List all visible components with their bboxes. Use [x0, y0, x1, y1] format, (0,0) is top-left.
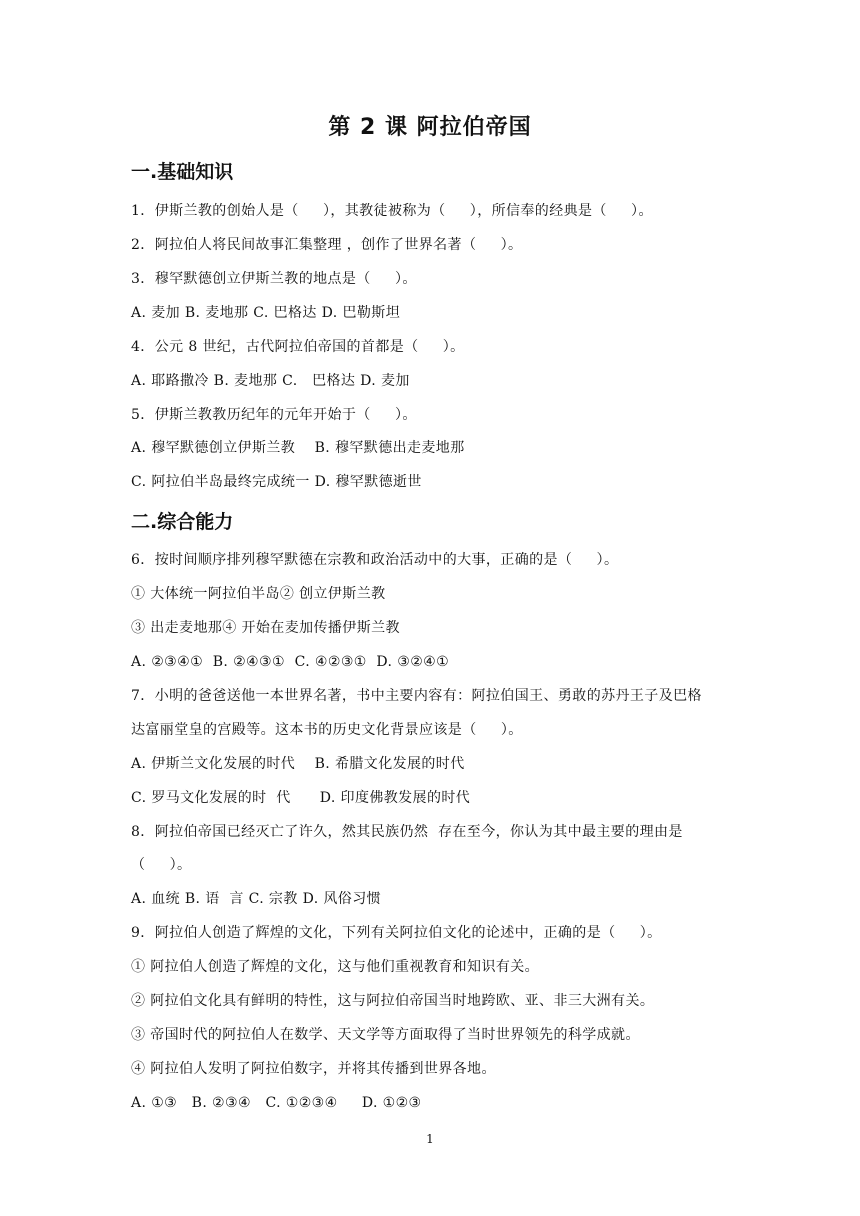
question-7-cont: 达富丽堂皇的宫殿等。这本书的历史文化背景应该是（ ）。 — [131, 722, 523, 738]
question-9-item-2: ② 阿拉伯文化具有鲜明的特性，这与阿拉伯帝国当时地跨欧、亚、非三大洲有关。 — [131, 993, 655, 1009]
question-2: 2．阿拉伯人将民间故事汇集整理 ，创作了世界名著（ ）。 — [131, 237, 523, 253]
question-9-options: A. ①③ B. ②③④ C. ①②③④ D. ①②③ — [131, 1095, 422, 1111]
question-7-options-ab: A. 伊斯兰文化发展的时代 B. 希腊文化发展的时代 — [131, 756, 465, 772]
question-6-items-a: ① 大体统一阿拉伯半岛② 创立伊斯兰教 — [131, 586, 386, 602]
question-5: 5．伊斯兰教教历纪年的元年开始于（ ）。 — [131, 407, 417, 423]
question-9-item-1: ① 阿拉伯人创造了辉煌的文化，这与他们重视教育和知识有关。 — [131, 959, 540, 975]
question-9-item-4: ④ 阿拉伯人发明了阿拉伯数字，并将其传播到世界各地。 — [131, 1061, 496, 1077]
question-1: 1．伊斯兰教的创始人是（ ），其教徒被称为（ ），所信奉的经典是（ ）。 — [131, 203, 653, 219]
question-5-options-ab: A. 穆罕默德创立伊斯兰教 B. 穆罕默德出走麦地那 — [131, 440, 465, 456]
section-heading-ability: 二.综合能力 — [131, 511, 234, 533]
page-number: 1 — [426, 1132, 434, 1146]
question-8: 8．阿拉伯帝国已经灭亡了许久，然其民族仍然 存在至今，你认为其中最主要的理由是 — [131, 824, 683, 840]
question-4-options: A. 耶路撒冷 B. 麦地那 C. 巴格达 D. 麦加 — [131, 373, 410, 389]
question-9: 9．阿拉伯人创造了辉煌的文化，下列有关阿拉伯文化的论述中，正确的是（ ）。 — [131, 925, 662, 941]
question-4: 4．公元 8 世纪，古代阿拉伯帝国的首都是（ ）。 — [131, 339, 465, 355]
question-6: 6．按时间顺序排列穆罕默德在宗教和政治活动中的大事，正确的是（ ）。 — [131, 552, 619, 568]
question-7-options-cd: C. 罗马文化发展的时 代 D. 印度佛教发展的时代 — [131, 790, 471, 806]
question-3-options: A. 麦加 B. 麦地那 C. 巴格达 D. 巴勒斯坦 — [131, 305, 401, 321]
section-heading-basic: 一.基础知识 — [131, 161, 234, 183]
question-8-options: A. 血统 B. 语 言 C. 宗教 D. 风俗习惯 — [131, 891, 381, 907]
question-8-cont: （ ）。 — [131, 857, 192, 873]
question-9-item-3: ③ 帝国时代的阿拉伯人在数学、天文学等方面取得了当时世界领先的科学成就。 — [131, 1027, 640, 1043]
question-6-items-b: ③ 出走麦地那④ 开始在麦加传播伊斯兰教 — [131, 620, 400, 636]
page-title: 第 2 课 阿拉伯帝国 — [328, 115, 532, 140]
question-3: 3．穆罕默德创立伊斯兰教的地点是（ ）。 — [131, 271, 417, 287]
question-7: 7．小明的爸爸送他一本世界名著，书中主要内容有：阿拉伯国王、勇敢的苏丹王子及巴格 — [131, 688, 702, 704]
question-6-options: A. ②③④① B. ②④③① C. ④②③① D. ③②④① — [131, 654, 450, 670]
question-5-options-cd: C. 阿拉伯半岛最终完成统一 D. 穆罕默德逝世 — [131, 474, 422, 490]
